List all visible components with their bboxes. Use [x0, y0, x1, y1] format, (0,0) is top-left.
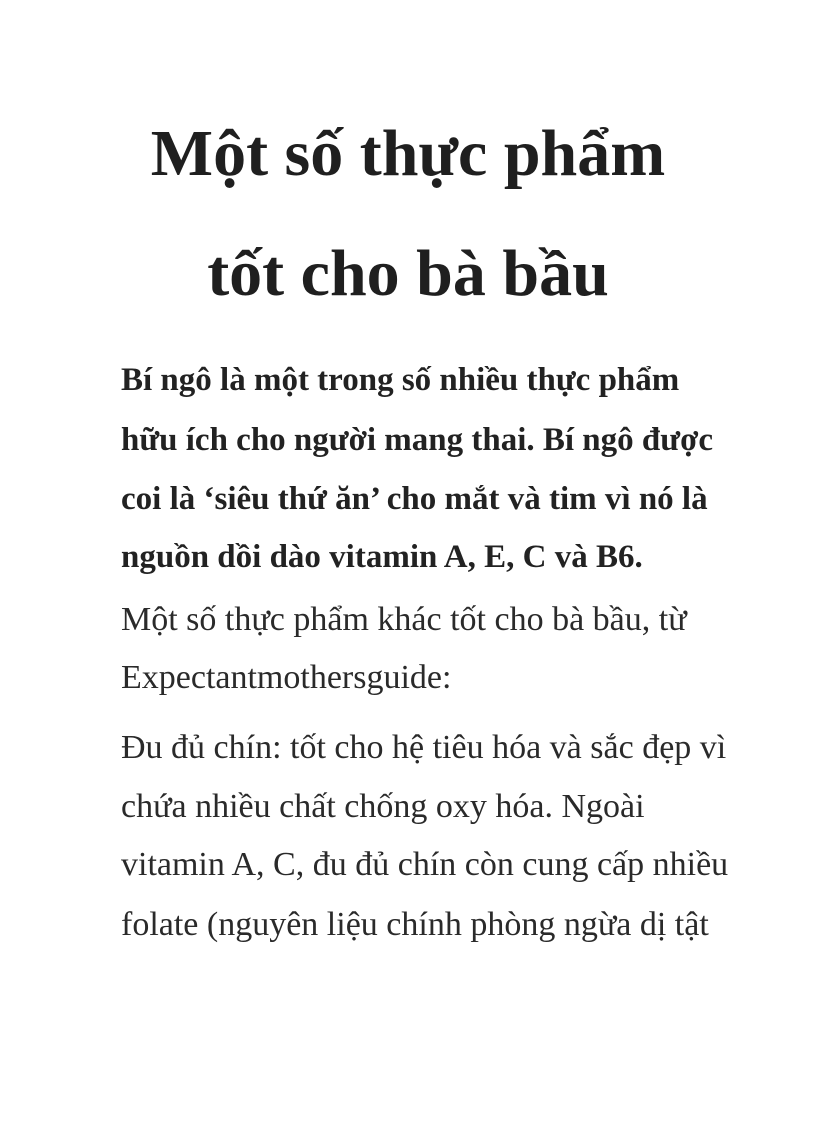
lead-paragraph-line-4: nguồn dồi dào vitamin A, E, C và B6.: [121, 539, 643, 575]
intro-paragraph-line-2: Expectantmothersguide:: [121, 659, 452, 696]
body-paragraph-line-2: chứa nhiều chất chống oxy hóa. Ngoài: [121, 788, 645, 825]
body-paragraph-line-3: vitamin A, C, đu đủ chín còn cung cấp nhiều: [121, 846, 729, 883]
body-paragraph-line-4: folate (nguyên liệu chính phòng ngừa dị tật: [121, 906, 709, 943]
body-paragraph-line-1: Đu đủ chín: tốt cho hệ tiêu hóa và sắc đẹp vì: [121, 729, 727, 766]
lead-paragraph-line-1: Bí ngô là một trong số nhiều thực phẩm: [121, 362, 680, 398]
lead-paragraph-line-2: hữu ích cho người mang thai. Bí ngô được: [121, 422, 713, 458]
title-line-1: Một số thực phẩm: [150, 117, 666, 190]
lead-paragraph-line-3: coi là ‘siêu thứ ăn’ cho mắt và tim vì nó là: [121, 481, 708, 517]
intro-paragraph-line-1: Một số thực phẩm khác tốt cho bà bầu, từ: [121, 601, 687, 638]
title-line-2: tốt cho bà bầu: [207, 237, 609, 310]
